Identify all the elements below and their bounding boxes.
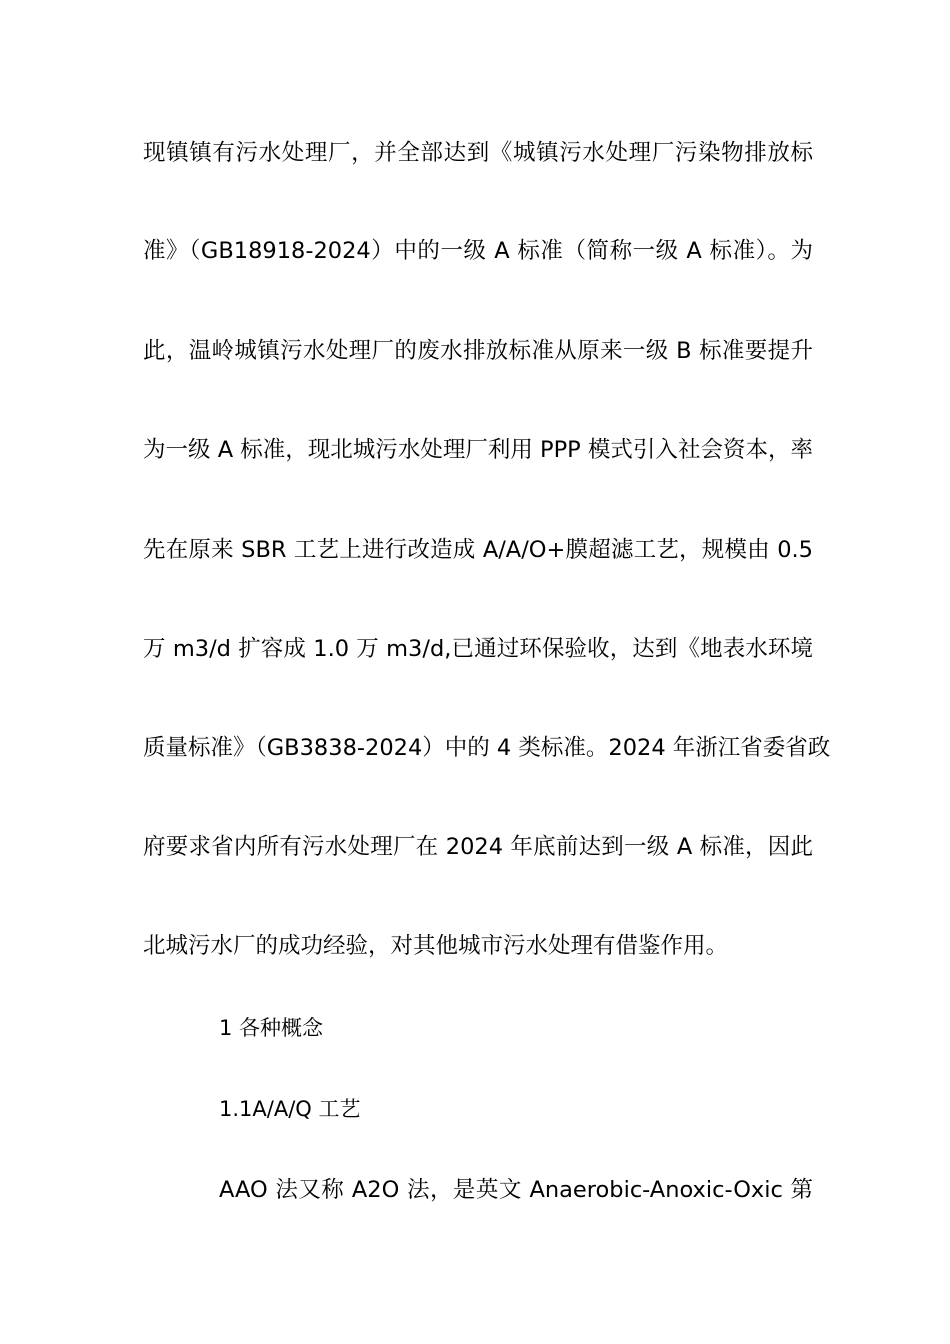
paragraph-line-4: 为一级 A 标准，现北城污水处理厂利用 PPP 模式引入社会资本，率 (143, 437, 813, 463)
paragraph-line-5: 先在原来 SBR 工艺上进行改造成 A/A/O+膜超滤工艺，规模由 0.5 (143, 537, 813, 563)
paragraph-line-3: 此，温岭城镇污水处理厂的废水排放标准从原来一级 B 标准要提升 (143, 338, 813, 364)
intro-line: AAO 法又称 A2O 法，是英文 Anaerobic-Anoxic-Oxic 第 (219, 1177, 813, 1203)
paragraph-line-9: 北城污水厂的成功经验，对其他城市污水处理有借鉴作用。 (143, 933, 729, 959)
section-heading: 1 各种概念 (219, 1016, 324, 1040)
paragraph-line-8: 府要求省内所有污水处理厂在 2024 年底前达到一级 A 标准，因此 (143, 834, 813, 860)
paragraph-line-6: 万 m3/d 扩容成 1.0 万 m3/d,已通过环保验收，达到《地表水环境 (143, 636, 813, 662)
paragraph-line-7: 质量标准》（GB3838-2024）中的 4 类标准。2024 年浙江省委省政 (143, 735, 831, 761)
subsection-heading: 1.1A/A/Q 工艺 (219, 1097, 361, 1121)
paragraph-line-2: 准》（GB18918-2024）中的一级 A 标准（简称一级 A 标准）。为 (143, 238, 813, 264)
paragraph-line-1: 现镇镇有污水处理厂，并全部达到《城镇污水处理厂污染物排放标 (143, 140, 813, 166)
